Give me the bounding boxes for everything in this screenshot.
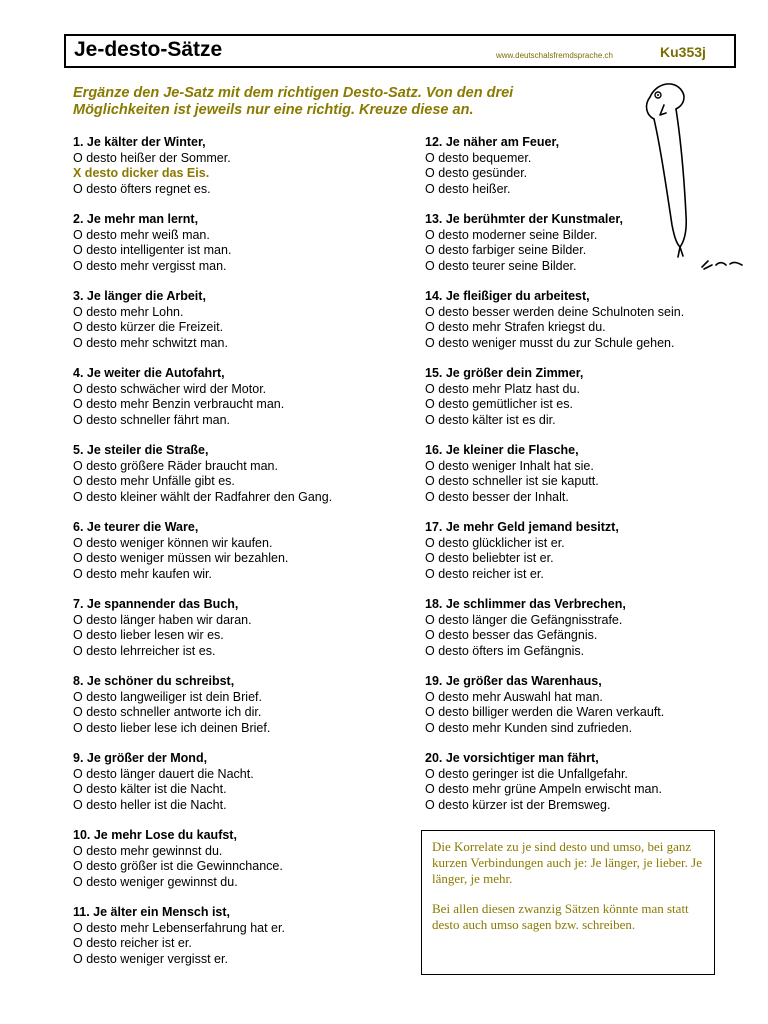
question-item: [73, 597, 413, 674]
answer-option[interactable]: O desto kälter ist die Nacht.: [73, 782, 227, 796]
answer-option[interactable]: O desto mehr Strafen kriegst du.: [425, 320, 606, 334]
answer-option[interactable]: O desto lehrreicher ist es.: [73, 643, 216, 658]
answer-option[interactable]: O desto langweiliger ist dein Brief.: [73, 689, 262, 704]
question-item: [73, 212, 413, 289]
answer-option[interactable]: O desto mehr grüne Ampeln erwischt man.: [425, 782, 662, 796]
answer-option[interactable]: O desto schneller antworte ich dir.: [73, 705, 262, 719]
question-item: [73, 520, 413, 597]
answer-option[interactable]: O desto heißer der Sommer.: [73, 150, 231, 165]
answer-option[interactable]: O desto größer ist die Gewinnchance.: [73, 859, 283, 873]
instruction-line-1: Ergänze den Je-Satz mit dem richtigen Desto-Satz. Von den drei: [73, 85, 514, 101]
question-head: 16. Je kleiner die Flasche,: [425, 443, 579, 457]
question-head: 17. Je mehr Geld jemand besitzt,: [425, 520, 619, 534]
answer-option[interactable]: O desto bequemer.: [425, 150, 532, 165]
question-head: 8. Je schöner du schreibst,: [73, 674, 235, 688]
grammar-note: [421, 830, 715, 975]
question-item: [73, 828, 413, 905]
question-head: 18. Je schlimmer das Verbrechen,: [425, 597, 626, 611]
answer-option[interactable]: O desto mehr Unfälle gibt es.: [73, 474, 235, 488]
worksheet-header: [64, 34, 736, 68]
answer-option[interactable]: O desto geringer ist die Unfallgefahr.: [425, 766, 628, 781]
answer-option[interactable]: O desto größere Räder braucht man.: [73, 458, 278, 473]
worksheet-code: Ku353j: [660, 44, 706, 60]
answer-option[interactable]: O desto besser werden deine Schulnoten sein.: [425, 304, 685, 319]
instruction-line-2: Möglichkeiten ist jeweils nur eine richtig. Kreuze diese an.: [73, 102, 474, 118]
answer-option[interactable]: O desto schneller fährt man.: [73, 412, 231, 427]
answer-option[interactable]: O desto mehr Lohn.: [73, 304, 184, 319]
answer-option[interactable]: O desto weniger Inhalt hat sie.: [425, 458, 594, 473]
page-title: Je-desto-Sätze: [74, 38, 223, 61]
answer-option[interactable]: O desto öfters im Gefängnis.: [425, 643, 585, 658]
question-item: [425, 751, 735, 828]
answer-option[interactable]: O desto mehr Kunden sind zufrieden.: [425, 720, 633, 735]
source-url: www.deutschalsfremdsprache.ch: [496, 51, 613, 60]
answer-option[interactable]: O desto kürzer ist der Bremsweg.: [425, 797, 611, 812]
question-item: [73, 751, 413, 828]
answer-option[interactable]: O desto mehr gewinnst du.: [73, 843, 223, 858]
answer-option[interactable]: O desto besser der Inhalt.: [425, 489, 569, 504]
answer-option[interactable]: X desto dicker das Eis.: [73, 166, 210, 180]
questions-left-column: [73, 135, 413, 982]
answer-option[interactable]: O desto heißer.: [425, 181, 511, 196]
grammar-note-paragraph-2: Bei allen diesen zwanzig Sätzen könnte man statt desto auch umso sagen bzw. schreiben.: [432, 901, 689, 932]
answer-option[interactable]: O desto schneller ist sie kaputt.: [425, 474, 599, 488]
question-item: [425, 597, 735, 674]
question-head: 12. Je näher am Feuer,: [425, 135, 560, 149]
answer-option[interactable]: O desto lieber lesen wir es.: [73, 628, 224, 642]
question-head: 3. Je länger die Arbeit,: [73, 289, 206, 303]
question-head: 11. Je älter ein Mensch ist,: [73, 905, 231, 919]
question-item: [425, 212, 735, 289]
answer-option[interactable]: O desto mehr kaufen wir.: [73, 566, 212, 581]
instruction: [73, 85, 593, 119]
answer-option[interactable]: O desto reicher ist er.: [73, 936, 192, 950]
question-head: 6. Je teurer die Ware,: [73, 520, 199, 534]
question-item: [425, 674, 735, 751]
question-item: [73, 289, 413, 366]
answer-option[interactable]: O desto besser das Gefängnis.: [425, 628, 598, 642]
answer-option[interactable]: O desto mehr schwitzt man.: [73, 335, 228, 350]
question-item: [425, 289, 735, 366]
answer-option[interactable]: O desto lieber lese ich deinen Brief.: [73, 720, 271, 735]
questions-right-column: [425, 135, 735, 828]
question-item: [73, 135, 413, 212]
answer-option[interactable]: O desto mehr Lebenserfahrung hat er.: [73, 920, 285, 935]
answer-option[interactable]: O desto billiger werden die Waren verkauft.: [425, 705, 665, 719]
answer-option[interactable]: O desto mehr Platz hast du.: [425, 381, 580, 396]
answer-option[interactable]: O desto länger dauert die Nacht.: [73, 766, 254, 781]
question-head: 14. Je fleißiger du arbeitest,: [425, 289, 590, 303]
question-item: [425, 520, 735, 597]
answer-option[interactable]: O desto intelligenter ist man.: [73, 243, 232, 257]
question-item: [425, 366, 735, 443]
answer-option[interactable]: O desto gesünder.: [425, 166, 528, 180]
answer-option[interactable]: O desto kleiner wählt der Radfahrer den Gang.: [73, 489, 333, 504]
answer-option[interactable]: O desto länger die Gefängnisstrafe.: [425, 612, 623, 627]
answer-option[interactable]: O desto heller ist die Nacht.: [73, 797, 227, 812]
answer-option[interactable]: O desto kälter ist es dir.: [425, 412, 556, 427]
answer-option[interactable]: O desto moderner seine Bilder.: [425, 227, 598, 242]
answer-option[interactable]: O desto mehr Benzin verbraucht man.: [73, 397, 285, 411]
question-item: [425, 135, 735, 212]
question-head: 1. Je kälter der Winter,: [73, 135, 206, 149]
answer-option[interactable]: O desto gemütlicher ist es.: [425, 397, 573, 411]
answer-option[interactable]: O desto beliebter ist er.: [425, 551, 554, 565]
question-head: 7. Je spannender das Buch,: [73, 597, 239, 611]
question-head: 9. Je größer der Mond,: [73, 751, 208, 765]
question-head: 4. Je weiter die Autofahrt,: [73, 366, 225, 380]
answer-option[interactable]: O desto weniger vergisst er.: [73, 951, 228, 966]
question-head: 5. Je steiler die Straße,: [73, 443, 209, 457]
answer-option[interactable]: O desto kürzer die Freizeit.: [73, 320, 224, 334]
question-head: 2. Je mehr man lernt,: [73, 212, 199, 226]
answer-option[interactable]: O desto weniger gewinnst du.: [73, 874, 238, 889]
question-item: [73, 366, 413, 443]
answer-option[interactable]: O desto weniger musst du zur Schule gehen.: [425, 335, 675, 350]
grammar-note-paragraph-1: Die Korrelate zu je sind desto und umso, bei ganz kurzen Verbindungen auch je: Je länger, je lieber. Je länger, je mehr.: [432, 839, 702, 886]
answer-option[interactable]: O desto länger haben wir daran.: [73, 612, 252, 627]
answer-option[interactable]: O desto teurer seine Bilder.: [425, 258, 577, 273]
question-head: 10. Je mehr Lose du kaufst,: [73, 828, 237, 842]
answer-option[interactable]: O desto weniger müssen wir bezahlen.: [73, 551, 289, 565]
answer-option[interactable]: O desto farbiger seine Bilder.: [425, 243, 587, 257]
answer-option[interactable]: O desto mehr vergisst man.: [73, 258, 227, 273]
question-item: [73, 905, 413, 982]
answer-option[interactable]: O desto mehr Auswahl hat man.: [425, 689, 603, 704]
question-head: 13. Je berühmter der Kunstmaler,: [425, 212, 623, 226]
question-head: 20. Je vorsichtiger man fährt,: [425, 751, 599, 765]
question-item: [73, 443, 413, 520]
question-item: [73, 674, 413, 751]
answer-option[interactable]: O desto glücklicher ist er.: [425, 535, 565, 550]
answer-option[interactable]: O desto reicher ist er.: [425, 566, 544, 581]
answer-option[interactable]: O desto öfters regnet es.: [73, 181, 211, 196]
answer-option[interactable]: O desto weniger können wir kaufen.: [73, 535, 273, 550]
question-head: 15. Je größer dein Zimmer,: [425, 366, 584, 380]
answer-option[interactable]: O desto mehr weiß man.: [73, 227, 210, 242]
question-item: [425, 443, 735, 520]
question-head: 19. Je größer das Warenhaus,: [425, 674, 602, 688]
answer-option[interactable]: O desto schwächer wird der Motor.: [73, 381, 267, 396]
